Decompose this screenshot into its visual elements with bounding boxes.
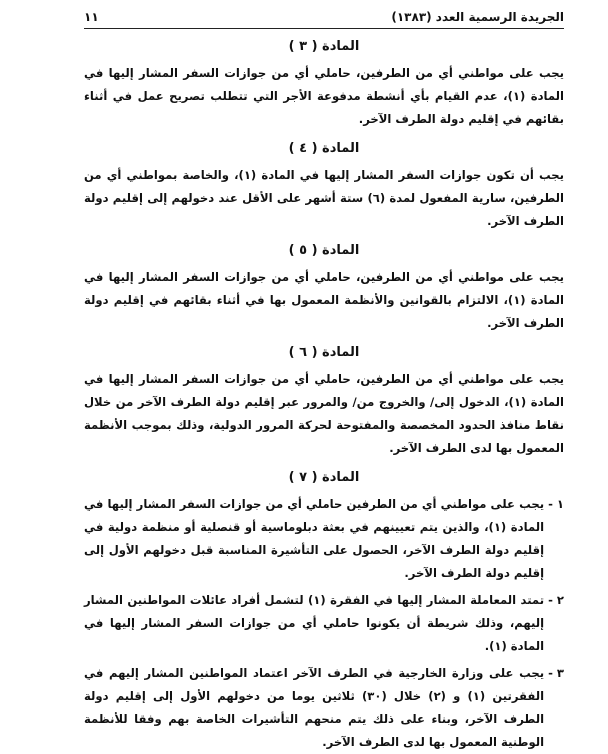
article-3-heading: المادة ( ٣ ) [288,39,360,54]
item-text: تمتد المعاملة المشار إليها في الفقرة (١) لتشمل أفراد عائلات المواطنين المشار إليهم، وذلك شريطة أن يكونوا حاملي أي من جوازات السفر المشار إليها في المادة (١). [84,593,545,653]
item-text: يجب على وزارة الخارجية في الطرف الآخر اعتماد المواطنين المشار إليهم في الفقرتين (١) و (٢) خلال (٣٠) ثلاثين يوما من دخولهم الأول إلى إقليم دولة الطرف الآخر، وبناء على ذلك يتم منحهم التأشيرات الخاصة بهم وفقا للأنظمة الوطنية المعمول بها لدى الطرف الآخر. [84,666,545,749]
item-number: ٣ - [548,666,564,680]
page-number: ١١ [84,10,99,24]
article-6-text: يجب على مواطني أي من الطرفين، حاملي أي من جوازات السفر المشار إليها في المادة (١)، الدخول إلى/ والخروج من/ والمرور عبر إقليم دولة الطرف الآخر من خلال نقاط منافذ الحدود المخصصة والمفتوحة لحركة المرور الدولية، وذلك بموجب الأنظمة المعمول بها لدى الطرف الآخر. [84,372,564,455]
article-7-item [84,493,564,585]
article-5-text: يجب على مواطني أي من الطرفين، حاملي أي من جوازات السفر المشار إليها في المادة (١)، الالتزام بالقوانين والأنظمة المعمول بها في أثناء بقائهم في إقليم دولة الطرف الآخر. [84,270,564,330]
article-5-heading: المادة ( ٥ ) [288,243,360,258]
article-3-text: يجب على مواطني أي من الطرفين، حاملي أي من جوازات السفر المشار إليها في المادة (١)، عدم القيام بأي أنشطة مدفوعة الأجر التي تتطلب تصريح عمل في أثناء بقائهم في إقليم دولة الطرف الآخر. [84,66,564,126]
article-4-heading: المادة ( ٤ ) [288,141,360,156]
article-4-text: يجب أن تكون جوازات السفر المشار إليها في المادة (١)، والخاصة بمواطني أي من الطرفين، سارية المفعول لمدة (٦) ستة أشهر على الأقل عند دخولهم إلى إقليم دولة الطرف الآخر. [84,168,564,228]
page-header [84,10,564,29]
article-7-item [84,662,564,754]
item-number: ١ - [548,497,564,511]
journal-title: الجريدة الرسمية العدد (١٣٨٣) [391,10,564,24]
item-number: ٢ - [548,593,564,607]
item-text: يجب على مواطني أي من الطرفين حاملي أي من جوازات السفر المشار إليها في المادة (١)، والذين يتم تعيينهم في بعثة دبلوماسية أو قنصلية أو منظمة دولية في إقليم دولة الطرف الآخر، الحصول على التأشيرة المناسبة قبل دخولهم الأول إلى إقليم دولة الطرف الآخر. [84,497,545,580]
article-6-heading: المادة ( ٦ ) [288,345,360,360]
article-7-item [84,589,564,658]
article-7-heading: المادة ( ٧ ) [288,470,360,485]
